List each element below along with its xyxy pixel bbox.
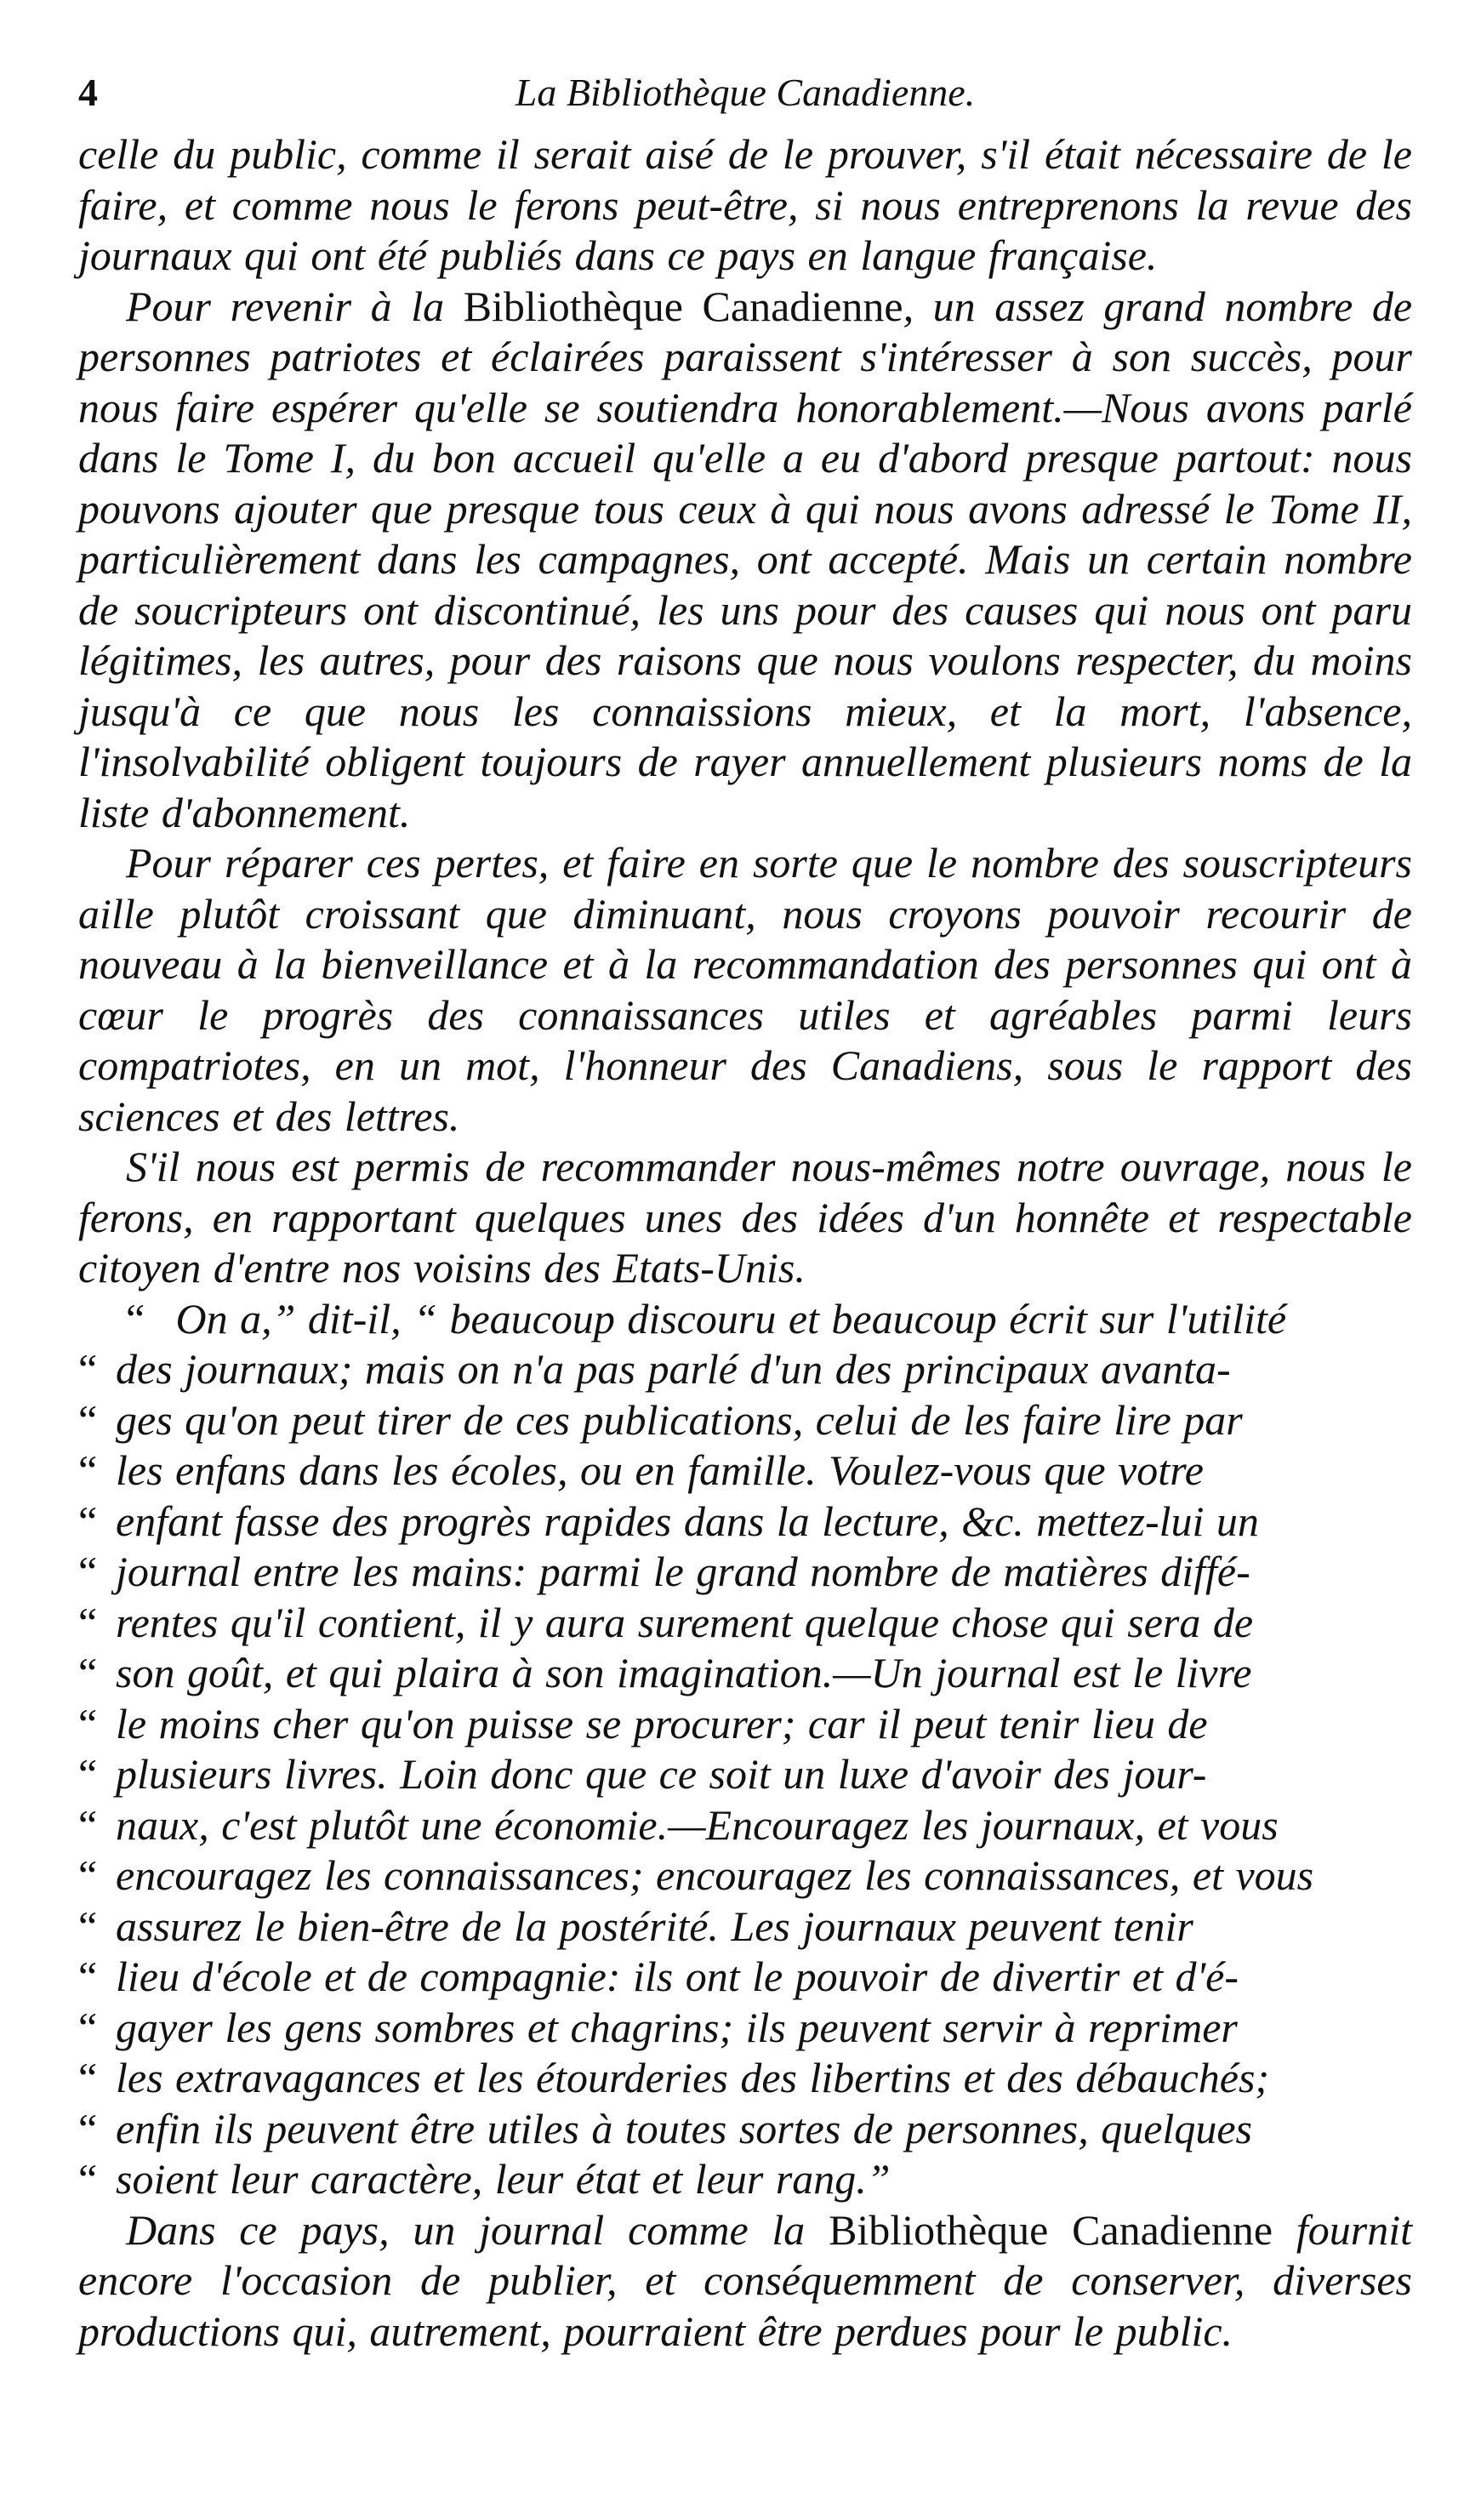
quote-line-text: assurez le bien-être de la postérité. Les journaux peuvent tenir [116,1901,1193,1950]
quote-line [78,2053,1412,2104]
body-text [78,129,1412,2357]
quote-line-text: les extravagances et les étourderies des libertins et des débauchés; [116,2054,1270,2101]
quote-line-text: enfant fasse des progrès rapides dans la lecture, &c. mettez-lui un [116,1497,1259,1545]
quote-mark: “ [78,1750,98,1798]
quote-line-text: encouragez les connaissances; encouragez les connaissances, et vous [116,1851,1314,1899]
quote-mark: “ [78,1649,98,1696]
paragraph-conclusion [78,2205,1412,2358]
quote-line-text: des journaux; mais on n'a pas parlé d'un des principaux avanta- [116,1345,1231,1393]
page-header [78,70,1412,129]
document-page [78,70,1412,2357]
paragraph-text: Dans ce pays, un journal comme la [126,2205,829,2254]
quote-mark: “ [78,1395,98,1444]
journal-title: Bibliothèque Canadienne [463,282,903,330]
quote-line [78,1497,1412,1548]
quote-line-text: journal entre les mains: parmi le grand nombre de matières diffé- [116,1548,1250,1595]
quote-mark: “ [78,1548,98,1595]
quote-line [78,2154,1412,2205]
quote-mark: “ [78,1699,98,1747]
quote-mark: “ [78,1598,98,1646]
quote-line-text: gayer les gens sombres et chagrins; ils peuvent servir à reprimer [116,2003,1238,2051]
quote-line [78,1547,1412,1598]
quote-line-text: On a,” dit-il, “ beaucoup discouru et beaucoup écrit sur l'utilité [163,1294,1287,1343]
quote-line [78,1344,1412,1395]
quote-line [78,1850,1412,1901]
quote-line-text: lieu d'école et de compagnie: ils ont le pouvoir de divertir et d'é- [116,1953,1239,2000]
quote-mark: “ [78,1497,98,1545]
quote-line-text: son goût, et qui plaira à son imagination.—Un journal est le livre [116,1649,1252,1696]
quote-line [78,2104,1412,2155]
quotation-block [78,1294,1412,2205]
quote-line [78,1445,1412,1497]
quote-line [78,1699,1412,1750]
quote-line [78,1294,1412,1345]
quote-line [78,1901,1412,1953]
running-title: La Bibliothèque Canadienne. [515,71,976,114]
quote-mark: “ [126,1294,145,1343]
quote-line [78,1749,1412,1800]
quote-line [78,1648,1412,1699]
quote-mark: “ [78,2104,98,2152]
journal-title: Bibliothèque Canadienne [829,2205,1273,2254]
quote-mark: “ [78,1446,98,1494]
paragraph-text: , un assez grand nombre de personnes patriotes et éclairées paraissent s'intéresser à son succès, pour nous faire espérer qu'elle se soutiendra honorablement.—Nous avons parlé dans le Tome I, du bon accueil qu'elle a eu d'abord presque partout: nous pouvons ajouter que presque tous ceux à qui nous avons adressé le Tome II, particulièrement dans les campagnes, ont accepté. Mais un certain nombre de soucripteurs ont discontinué, les uns pour des causes qui nous ont paru légitimes, les autres, pour des raisons que nous voulons respecter, du moins jusqu'à ce que nous les connaissions mieux, et la mort, l'absence, l'insolvabilité obligent toujours de rayer annuellement plusieurs noms de la liste d'abonnement. [78,282,1413,836]
quote-mark: “ [78,2003,98,2051]
quote-mark: “ [78,2155,98,2203]
quote-line [78,1800,1412,1851]
page-number: 4 [78,71,98,114]
quote-line [78,1598,1412,1649]
paragraph-text: Pour revenir à la [126,282,464,330]
quote-mark: “ [78,1953,98,2000]
quote-line [78,1952,1412,2003]
quote-mark: “ [78,1851,98,1899]
paragraph-losses: Pour réparer ces pertes, et faire en sorte que le nombre des souscripteurs aille plutôt croissant que diminuant, nous croyons pouvoir recourir de nouveau à la bienveillance et à la recommandation des personnes qui ont à cœur le progrès des connaissances utiles et agréables parmi leurs compatriotes, en un mot, l'honneur des Canadiens, sous le rapport des sciences et des lettres. [78,839,1412,1140]
quote-mark: “ [78,1901,98,1950]
quote-line [78,2003,1412,2054]
paragraph-recommendation: S'il nous est permis de recommander nous-mêmes notre ouvrage, nous le ferons, en rapportant quelques unes des idées d'un honnête et respectable citoyen d'entre nos voisins des Etats-Unis. [78,1143,1412,1291]
quote-line-text: les enfans dans les écoles, ou en famille. Voulez-vous que votre [116,1446,1204,1494]
quote-line-text: plusieurs livres. Loin donc que ce soit un luxe d'avoir des jour- [116,1750,1207,1798]
quote-mark: “ [78,2054,98,2101]
paragraph-subscribers [78,282,1412,839]
quote-line-text: ges qu'on peut tirer de ces publications, celui de les faire lire par [116,1395,1243,1444]
paragraph-text: fournit encore l'occasion de publier, et conséquemment de conserver, diverses productions qui, autrement, pourraient être perdues pour le public. [78,2205,1413,2355]
paragraph-continuation: celle du public, comme il serait aisé de le prouver, s'il était nécessaire de le faire, et comme nous le ferons peut-être, si nous entreprenons la revue des journaux qui ont été publiés dans ce pays en langue française. [78,130,1412,279]
quote-line-text: le moins cher qu'on puisse se procurer; car il peut tenir lieu de [116,1699,1208,1747]
quote-line-text: enfin ils peuvent être utiles à toutes sortes de personnes, quelques [116,2104,1252,2152]
quote-mark: “ [78,1800,98,1849]
quote-mark: “ [78,1345,98,1393]
quote-line-text: soient leur caractère, leur état et leur rang.” [116,2155,891,2203]
quote-line-text: naux, c'est plutôt une économie.—Encouragez les journaux, et vous [116,1800,1279,1849]
quote-line-text: rentes qu'il contient, il y aura surement quelque chose qui sera de [116,1598,1254,1646]
quote-line [78,1395,1412,1446]
